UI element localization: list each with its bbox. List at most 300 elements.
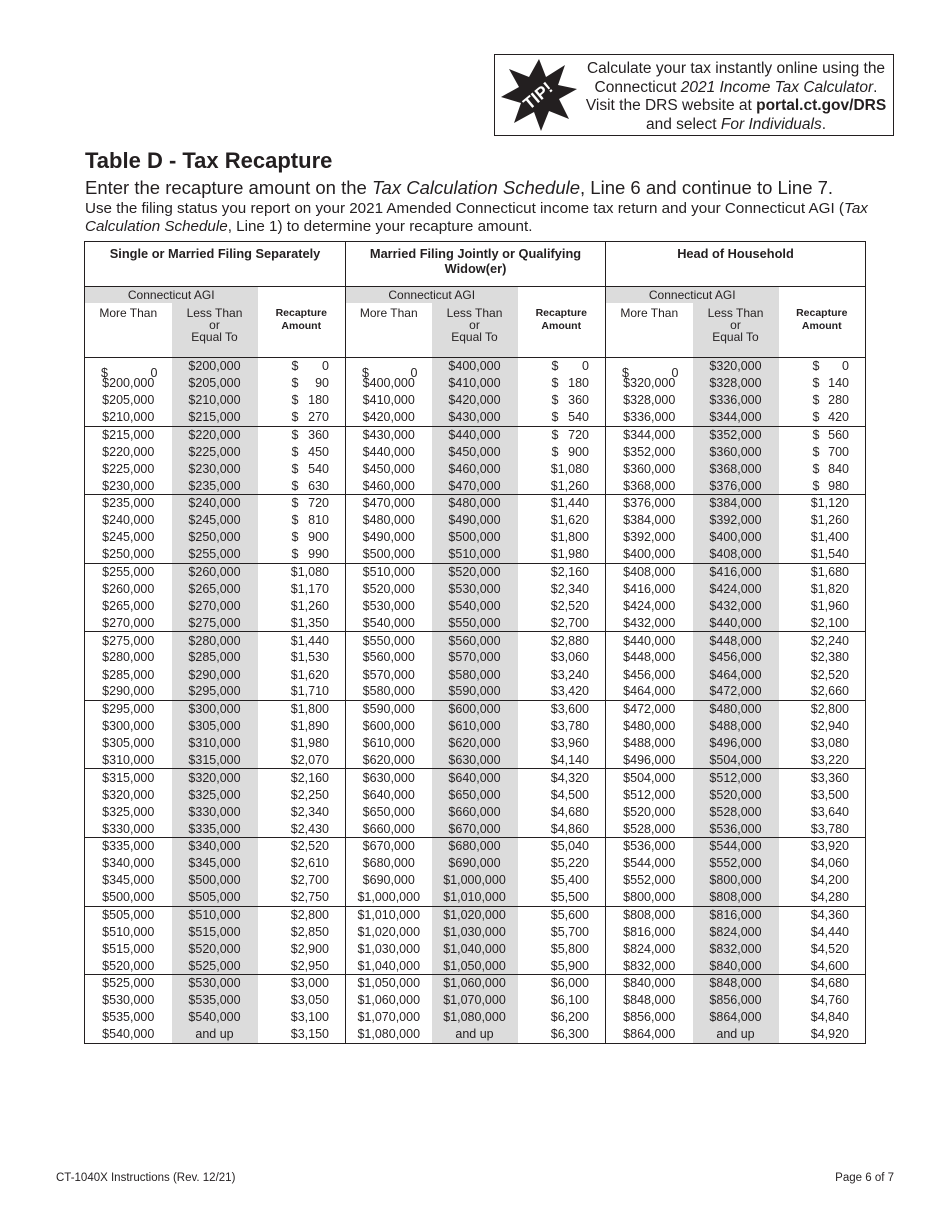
recapture-cell: $ 540: [518, 409, 606, 426]
recapture-cell: $6,300: [518, 1026, 606, 1043]
recapture-cell: $3,050: [258, 992, 346, 1009]
recapture-cell: $2,340: [518, 580, 606, 597]
recapture-cell: $3,640: [779, 803, 866, 820]
more-than-cell: $832,000: [606, 957, 693, 974]
recapture-cell: $3,060: [518, 649, 606, 666]
more-than-cell: $408,000: [606, 563, 693, 580]
less-than-cell: $515,000: [172, 923, 258, 940]
more-than-cell: $340,000: [85, 855, 172, 872]
less-than-cell: $448,000: [693, 632, 779, 649]
more-than-cell: $1,020,000: [346, 923, 432, 940]
less-than-cell: $440,000: [432, 426, 518, 443]
more-than-cell: $245,000: [85, 529, 172, 546]
less-than-cell: $590,000: [432, 683, 518, 700]
recapture-cell: $ 720: [518, 426, 606, 443]
more-than-cell: $488,000: [606, 735, 693, 752]
more-than-cell: $816,000: [606, 923, 693, 940]
more-than-cell: $840,000: [606, 975, 693, 992]
recapture-cell: $2,940: [779, 717, 866, 734]
more-than-cell: $808,000: [606, 906, 693, 923]
less-than-cell: $472,000: [693, 683, 779, 700]
more-than-cell: $345,000: [85, 872, 172, 889]
less-than-cell: $275,000: [172, 615, 258, 632]
less-than-cell: $510,000: [172, 906, 258, 923]
less-than-cell: $424,000: [693, 580, 779, 597]
more-than-cell: $384,000: [606, 512, 693, 529]
recapture-cell: $ 840: [779, 460, 866, 477]
more-than-cell: $275,000: [85, 632, 172, 649]
less-than-cell: $1,060,000: [432, 975, 518, 992]
more-than-cell: $325,000: [85, 803, 172, 820]
table-row: [85, 477, 866, 494]
more-than-cell: $265,000: [85, 597, 172, 614]
table-row: [85, 512, 866, 529]
less-than-cell: $384,000: [693, 495, 779, 512]
table-row: [85, 495, 866, 512]
less-than-cell: $280,000: [172, 632, 258, 649]
table-row: [85, 1026, 866, 1043]
more-than-cell: $505,000: [85, 906, 172, 923]
table-row: [85, 358, 866, 375]
recapture-cell: $ 280: [779, 392, 866, 409]
recapture-cell: $5,800: [518, 940, 606, 957]
less-than-cell: $1,000,000: [432, 872, 518, 889]
table-row: [85, 666, 866, 683]
recapture-cell: $1,120: [779, 495, 866, 512]
more-than-cell: $520,000: [346, 580, 432, 597]
recapture-cell: $3,920: [779, 837, 866, 854]
more-than-cell: $535,000: [85, 1009, 172, 1026]
recapture-cell: $3,960: [518, 735, 606, 752]
recapture-cell: $6,000: [518, 975, 606, 992]
less-than-cell: $260,000: [172, 563, 258, 580]
less-than-cell: $840,000: [693, 957, 779, 974]
more-than-cell: $424,000: [606, 597, 693, 614]
agi-header: Connecticut AGI: [85, 287, 258, 304]
table-row: [85, 786, 866, 803]
less-than-cell: $490,000: [432, 512, 518, 529]
recapture-cell: $ 700: [779, 443, 866, 460]
recapture-cell: $3,240: [518, 666, 606, 683]
less-than-cell: $416,000: [693, 563, 779, 580]
recapture-cell: $3,420: [518, 683, 606, 700]
less-than-cell: $344,000: [693, 409, 779, 426]
recapture-cell: $ 180: [518, 375, 606, 392]
recapture-cell: $4,280: [779, 889, 866, 906]
recapture-cell: $ 180: [258, 392, 346, 409]
more-than-cell: $255,000: [85, 563, 172, 580]
more-than-cell: $500,000: [346, 546, 432, 563]
table-row: [85, 563, 866, 580]
more-than-cell: $420,000: [346, 409, 432, 426]
group-header-joint: Married Filing Jointly or Qualifying Widow(er): [346, 242, 606, 287]
recapture-cell: $ 900: [518, 443, 606, 460]
table-row: [85, 546, 866, 563]
more-than-cell: $335,000: [85, 837, 172, 854]
recapture-cell: $ 900: [258, 529, 346, 546]
recapture-cell: $4,520: [779, 940, 866, 957]
recapture-cell: $4,320: [518, 769, 606, 786]
less-than-cell: $824,000: [693, 923, 779, 940]
more-than-cell: $540,000: [85, 1026, 172, 1043]
recapture-cell: $1,980: [258, 735, 346, 752]
more-than-cell: $670,000: [346, 837, 432, 854]
less-than-cell: $432,000: [693, 597, 779, 614]
more-than-cell: $336,000: [606, 409, 693, 426]
less-than-cell: $690,000: [432, 855, 518, 872]
table-row: [85, 632, 866, 649]
less-than-cell: $450,000: [432, 443, 518, 460]
recapture-cell: $2,850: [258, 923, 346, 940]
more-than-cell: $328,000: [606, 392, 693, 409]
more-than-cell: $824,000: [606, 940, 693, 957]
recapture-cell: $5,600: [518, 906, 606, 923]
less-than-cell: $520,000: [172, 940, 258, 957]
recapture-cell: $ 140: [779, 375, 866, 392]
less-than-cell: $230,000: [172, 460, 258, 477]
recapture-cell: $4,440: [779, 923, 866, 940]
less-than-col-header: Less Than or Equal To: [693, 303, 779, 358]
less-than-cell: $680,000: [432, 837, 518, 854]
recapture-cell: $5,700: [518, 923, 606, 940]
recapture-cell: $5,220: [518, 855, 606, 872]
recapture-cell: $1,820: [779, 580, 866, 597]
less-than-cell: $360,000: [693, 443, 779, 460]
less-than-cell: $330,000: [172, 803, 258, 820]
more-than-cell: $1,060,000: [346, 992, 432, 1009]
recapture-cell: $5,040: [518, 837, 606, 854]
recapture-cell: $1,260: [518, 477, 606, 494]
recapture-cell: $5,900: [518, 957, 606, 974]
recapture-cell: $3,780: [518, 717, 606, 734]
less-than-cell: $500,000: [432, 529, 518, 546]
recapture-cell: $3,360: [779, 769, 866, 786]
recapture-cell: $3,600: [518, 700, 606, 717]
more-than-cell: $360,000: [606, 460, 693, 477]
recapture-cell: $4,920: [779, 1026, 866, 1043]
less-than-cell: $235,000: [172, 477, 258, 494]
more-than-cell: $330,000: [85, 820, 172, 837]
recapture-cell: $3,220: [779, 752, 866, 769]
recapture-cell: $2,800: [258, 906, 346, 923]
recapture-cell: $1,960: [779, 597, 866, 614]
recapture-cell: $1,260: [258, 597, 346, 614]
more-than-cell: $310,000: [85, 752, 172, 769]
recapture-cell: $ 420: [779, 409, 866, 426]
more-than-cell: $536,000: [606, 837, 693, 854]
more-than-cell: $512,000: [606, 786, 693, 803]
less-than-cell: $816,000: [693, 906, 779, 923]
table-row: [85, 443, 866, 460]
recapture-cell: $ 450: [258, 443, 346, 460]
more-than-cell: $620,000: [346, 752, 432, 769]
less-than-cell: $496,000: [693, 735, 779, 752]
recapture-cell: $2,700: [518, 615, 606, 632]
intro-text: Enter the recapture amount on the Tax Calculation Schedule, Line 6 and continue to Line 7.: [85, 177, 834, 198]
recapture-cell: $2,520: [518, 597, 606, 614]
less-than-cell: $392,000: [693, 512, 779, 529]
table-row: [85, 855, 866, 872]
less-than-cell: $520,000: [693, 786, 779, 803]
drs-link[interactable]: portal.ct.gov/DRS: [756, 97, 887, 114]
less-than-cell: $530,000: [432, 580, 518, 597]
less-than-cell: $650,000: [432, 786, 518, 803]
more-than-cell: $580,000: [346, 683, 432, 700]
recapture-cell: $2,380: [779, 649, 866, 666]
recapture-cell: $4,840: [779, 1009, 866, 1026]
more-than-cell: $205,000: [85, 392, 172, 409]
more-than-cell: $210,000: [85, 409, 172, 426]
more-than-cell: $510,000: [85, 923, 172, 940]
more-than-cell: $295,000: [85, 700, 172, 717]
less-than-cell: $335,000: [172, 820, 258, 837]
tip-line-1: Calculate your tax instantly online using the: [586, 60, 886, 77]
less-than-cell: $368,000: [693, 460, 779, 477]
less-than-cell: $325,000: [172, 786, 258, 803]
less-than-cell: $310,000: [172, 735, 258, 752]
more-than-cell: $660,000: [346, 820, 432, 837]
more-than-cell: $400,000: [346, 375, 432, 392]
table-row: [85, 957, 866, 974]
less-than-cell: $560,000: [432, 632, 518, 649]
less-than-cell: $255,000: [172, 546, 258, 563]
table-row: [85, 580, 866, 597]
more-than-cell: $376,000: [606, 495, 693, 512]
less-than-cell: $500,000: [172, 872, 258, 889]
less-than-cell: $340,000: [172, 837, 258, 854]
less-than-cell: $600,000: [432, 700, 518, 717]
table-row: [85, 992, 866, 1009]
recapture-cell: $2,750: [258, 889, 346, 906]
recapture-cell: $1,890: [258, 717, 346, 734]
less-than-cell: $265,000: [172, 580, 258, 597]
recapture-cell: $2,800: [779, 700, 866, 717]
more-than-cell: $600,000: [346, 717, 432, 734]
recapture-cell: $4,060: [779, 855, 866, 872]
more-than-cell: $225,000: [85, 460, 172, 477]
less-than-cell: $540,000: [432, 597, 518, 614]
more-than-cell: $590,000: [346, 700, 432, 717]
less-than-cell: $580,000: [432, 666, 518, 683]
more-than-cell: $1,030,000: [346, 940, 432, 957]
recapture-cell: $ 360: [518, 392, 606, 409]
more-than-cell: $650,000: [346, 803, 432, 820]
less-than-col-header: Less Than or Equal To: [432, 303, 518, 358]
more-than-cell: $235,000: [85, 495, 172, 512]
group-header-hoh: Head of Household: [606, 242, 866, 287]
less-than-cell: $630,000: [432, 752, 518, 769]
more-than-cell: $450,000: [346, 460, 432, 477]
recapture-cell: $1,260: [779, 512, 866, 529]
less-than-cell: $336,000: [693, 392, 779, 409]
less-than-cell: $400,000: [693, 529, 779, 546]
recapture-cell: $2,070: [258, 752, 346, 769]
more-than-cell: $470,000: [346, 495, 432, 512]
agi-header: Connecticut AGI: [346, 287, 518, 304]
more-than-cell: $528,000: [606, 820, 693, 837]
more-than-cell: $315,000: [85, 769, 172, 786]
more-than-cell: $510,000: [346, 563, 432, 580]
table-row: [85, 392, 866, 409]
more-than-cell: $800,000: [606, 889, 693, 906]
more-than-col-header: More Than: [346, 303, 432, 358]
less-than-cell: $315,000: [172, 752, 258, 769]
table-row: [85, 649, 866, 666]
more-than-cell: $864,000: [606, 1026, 693, 1043]
more-than-cell: $200,000: [85, 375, 172, 392]
less-than-cell: $552,000: [693, 855, 779, 872]
recapture-col-header: Recapture Amount: [258, 287, 346, 358]
recapture-table: [84, 241, 866, 1044]
less-than-cell: $528,000: [693, 803, 779, 820]
recapture-cell: $2,660: [779, 683, 866, 700]
more-than-cell: $530,000: [85, 992, 172, 1009]
tip-star-icon: [499, 57, 579, 133]
less-than-cell: $488,000: [693, 717, 779, 734]
less-than-cell: $535,000: [172, 992, 258, 1009]
less-than-cell: $400,000: [432, 358, 518, 375]
recapture-cell: $1,400: [779, 529, 866, 546]
recapture-cell: $2,100: [779, 615, 866, 632]
more-than-cell: $525,000: [85, 975, 172, 992]
less-than-cell: $200,000: [172, 358, 258, 375]
less-than-cell: $440,000: [693, 615, 779, 632]
table-row: [85, 906, 866, 923]
recapture-cell: $2,880: [518, 632, 606, 649]
recapture-cell: $1,800: [518, 529, 606, 546]
tip-line-4: and select For Individuals.: [645, 115, 827, 133]
recapture-cell: $3,080: [779, 735, 866, 752]
less-than-cell: $205,000: [172, 375, 258, 392]
more-than-cell: $504,000: [606, 769, 693, 786]
less-than-cell: $540,000: [172, 1009, 258, 1026]
recapture-cell: $3,500: [779, 786, 866, 803]
tip-box: [494, 54, 894, 136]
table-row: [85, 769, 866, 786]
more-than-cell: $480,000: [606, 717, 693, 734]
less-than-cell: $345,000: [172, 855, 258, 872]
less-than-cell: $1,080,000: [432, 1009, 518, 1026]
more-than-cell: $460,000: [346, 477, 432, 494]
more-than-cell: $220,000: [85, 443, 172, 460]
recapture-cell: $2,900: [258, 940, 346, 957]
recapture-cell: $2,430: [258, 820, 346, 837]
tip-badge-text: TIP!: [519, 78, 557, 114]
recapture-cell: $2,700: [258, 872, 346, 889]
more-than-cell: $570,000: [346, 666, 432, 683]
less-than-cell: and up: [693, 1026, 779, 1043]
more-than-cell: $552,000: [606, 872, 693, 889]
less-than-cell: $250,000: [172, 529, 258, 546]
recapture-cell: $ 560: [779, 426, 866, 443]
recapture-cell: $1,980: [518, 546, 606, 563]
table-row: [85, 803, 866, 820]
table-row: [85, 923, 866, 940]
more-than-cell: $440,000: [606, 632, 693, 649]
less-than-cell: $1,030,000: [432, 923, 518, 940]
less-than-cell: and up: [172, 1026, 258, 1043]
more-than-cell: $456,000: [606, 666, 693, 683]
less-than-cell: $240,000: [172, 495, 258, 512]
more-than-cell: $544,000: [606, 855, 693, 872]
recapture-cell: $ 0: [779, 358, 866, 375]
recapture-cell: $ 0: [258, 358, 346, 375]
less-than-cell: $420,000: [432, 392, 518, 409]
recapture-cell: $ 540: [258, 460, 346, 477]
more-than-cell: $305,000: [85, 735, 172, 752]
more-than-cell: $690,000: [346, 872, 432, 889]
recapture-cell: $4,680: [518, 803, 606, 820]
less-than-cell: $430,000: [432, 409, 518, 426]
recapture-cell: $1,620: [518, 512, 606, 529]
table-row: [85, 615, 866, 632]
recapture-cell: $4,360: [779, 906, 866, 923]
less-than-cell: $320,000: [693, 358, 779, 375]
calculator-name: 2021 Income Tax Calculator: [680, 78, 874, 96]
more-than-cell: $300,000: [85, 717, 172, 734]
table-body: [85, 358, 866, 1044]
more-than-cell: $368,000: [606, 477, 693, 494]
table-row: [85, 1009, 866, 1026]
table-row: [85, 375, 866, 392]
more-than-cell: $215,000: [85, 426, 172, 443]
more-than-cell: $560,000: [346, 649, 432, 666]
less-than-cell: $215,000: [172, 409, 258, 426]
recapture-cell: $2,340: [258, 803, 346, 820]
more-than-cell: $440,000: [346, 443, 432, 460]
more-than-cell: $540,000: [346, 615, 432, 632]
more-than-cell: $ 0: [606, 358, 693, 375]
more-than-cell: $320,000: [606, 375, 693, 392]
recapture-cell: $5,400: [518, 872, 606, 889]
more-than-cell: $416,000: [606, 580, 693, 597]
footer-form-id: CT-1040X Instructions (Rev. 12/21): [56, 1172, 236, 1184]
less-than-cell: $550,000: [432, 615, 518, 632]
recapture-cell: $5,500: [518, 889, 606, 906]
less-than-cell: $328,000: [693, 375, 779, 392]
more-than-cell: $270,000: [85, 615, 172, 632]
more-than-cell: $1,040,000: [346, 957, 432, 974]
less-than-cell: $352,000: [693, 426, 779, 443]
table-row: [85, 717, 866, 734]
table-row: [85, 889, 866, 906]
group-header-single: Single or Married Filing Separately: [85, 242, 346, 287]
less-than-cell: $460,000: [432, 460, 518, 477]
recapture-cell: $ 630: [258, 477, 346, 494]
recapture-cell: $1,680: [779, 563, 866, 580]
less-than-cell: $305,000: [172, 717, 258, 734]
less-than-cell: $856,000: [693, 992, 779, 1009]
more-than-cell: $464,000: [606, 683, 693, 700]
recapture-cell: $1,540: [779, 546, 866, 563]
note-text: Use the filing status you report on your 2021 Amended Connecticut income tax return and your Connecticut AGI (Tax Calculation Schedule, Line 1) to determine your recapture amount.: [85, 200, 868, 235]
table-row: [85, 700, 866, 717]
more-than-cell: $490,000: [346, 529, 432, 546]
less-than-cell: $510,000: [432, 546, 518, 563]
less-than-cell: $376,000: [693, 477, 779, 494]
more-than-cell: $500,000: [85, 889, 172, 906]
agi-header: Connecticut AGI: [606, 287, 779, 304]
recapture-cell: $2,520: [779, 666, 866, 683]
recapture-col-header: Recapture Amount: [518, 287, 606, 358]
table-row: [85, 597, 866, 614]
recapture-cell: $ 90: [258, 375, 346, 392]
less-than-cell: $525,000: [172, 957, 258, 974]
table-row: [85, 820, 866, 837]
less-than-cell: $410,000: [432, 375, 518, 392]
table-row: [85, 735, 866, 752]
less-than-cell: $1,010,000: [432, 889, 518, 906]
